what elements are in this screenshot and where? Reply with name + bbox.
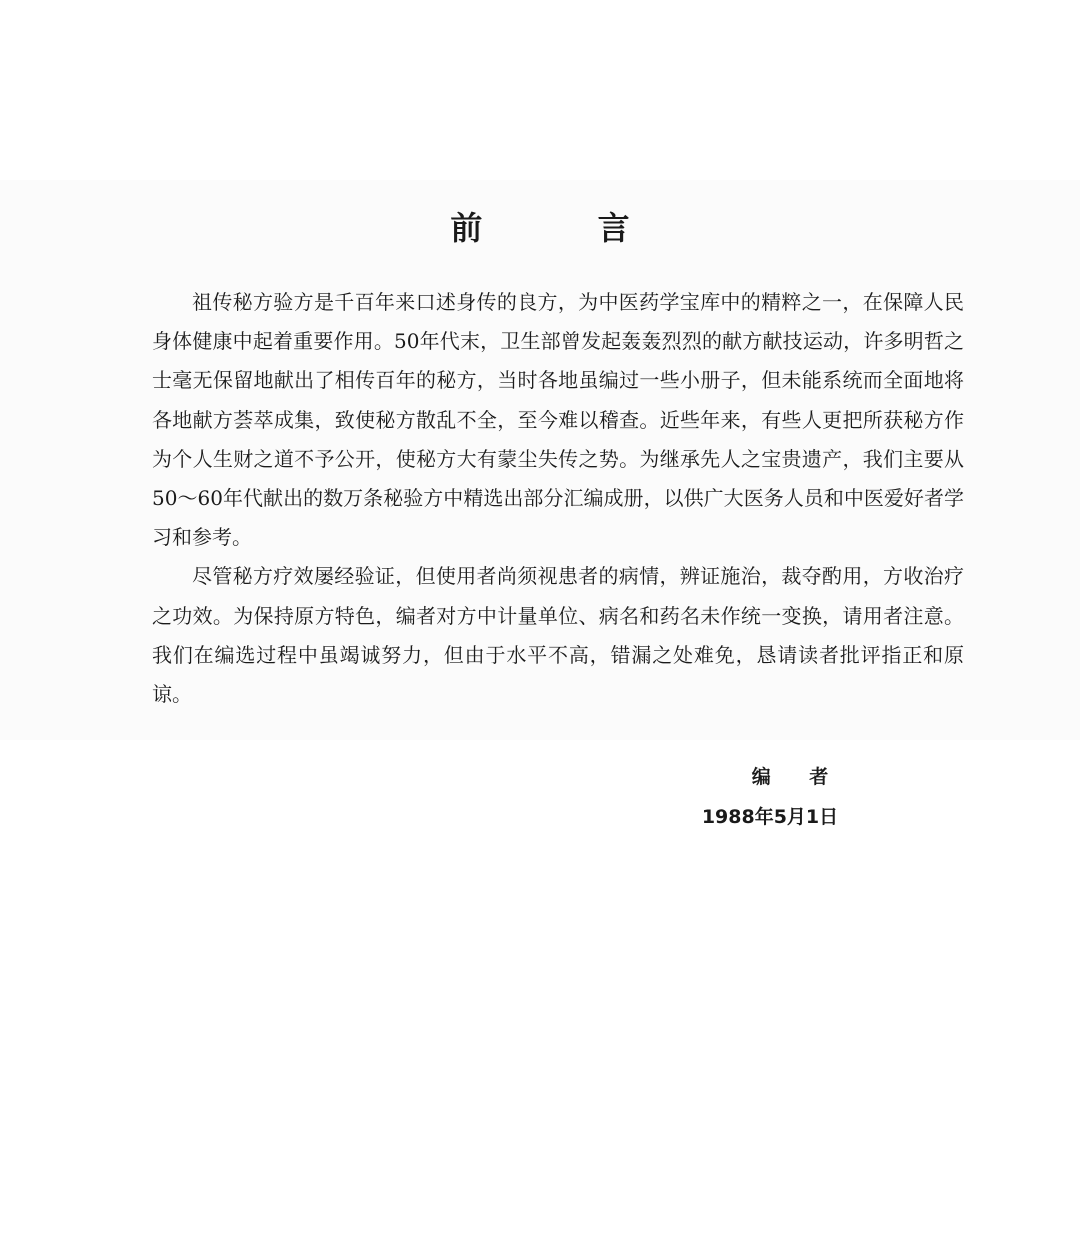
preface-body (152, 283, 964, 714)
author-signature: 编 者 (751, 766, 845, 788)
paragraph-1: 祖传秘方验方是千百年来口述身传的良方，为中医药学宝库中的精粹之一，在保障人民身体健康中起着重要作用。50年代末，卫生部曾发起轰轰烈烈的献方献技运动，许多明哲之士毫无保留地献出了相传百年的秘方，当时各地虽编过一些小册子，但未能系统而全面地将各地献方荟萃成集，致使秘方散乱不全，至今难以稽查。近些年来，有些人更把所获秘方作为个人生财之道不予公开，使秘方大有蒙尘失传之势。为继承先人之宝贵遗产，我们主要从50～60年代献出的数万条秘验方中精选出部分汇编成册，以供广大医务人员和中医爱好者学习和参考。 (152, 290, 964, 550)
page-title: 前 言 (450, 209, 682, 247)
date-line: 1988年5月1日 (701, 806, 839, 828)
paragraph-2: 尽管秘方疗效屡经验证，但使用者尚须视患者的病情，辨证施治，裁夺酌用，方收治疗之功效。为保持原方特色，编者对方中计量单位、病名和药名未作统一变换，请用者注意。我们在编选过程中虽竭诚努力，但由于水平不高，错漏之处难免，恳请读者批评指正和原谅。 (152, 564, 964, 707)
